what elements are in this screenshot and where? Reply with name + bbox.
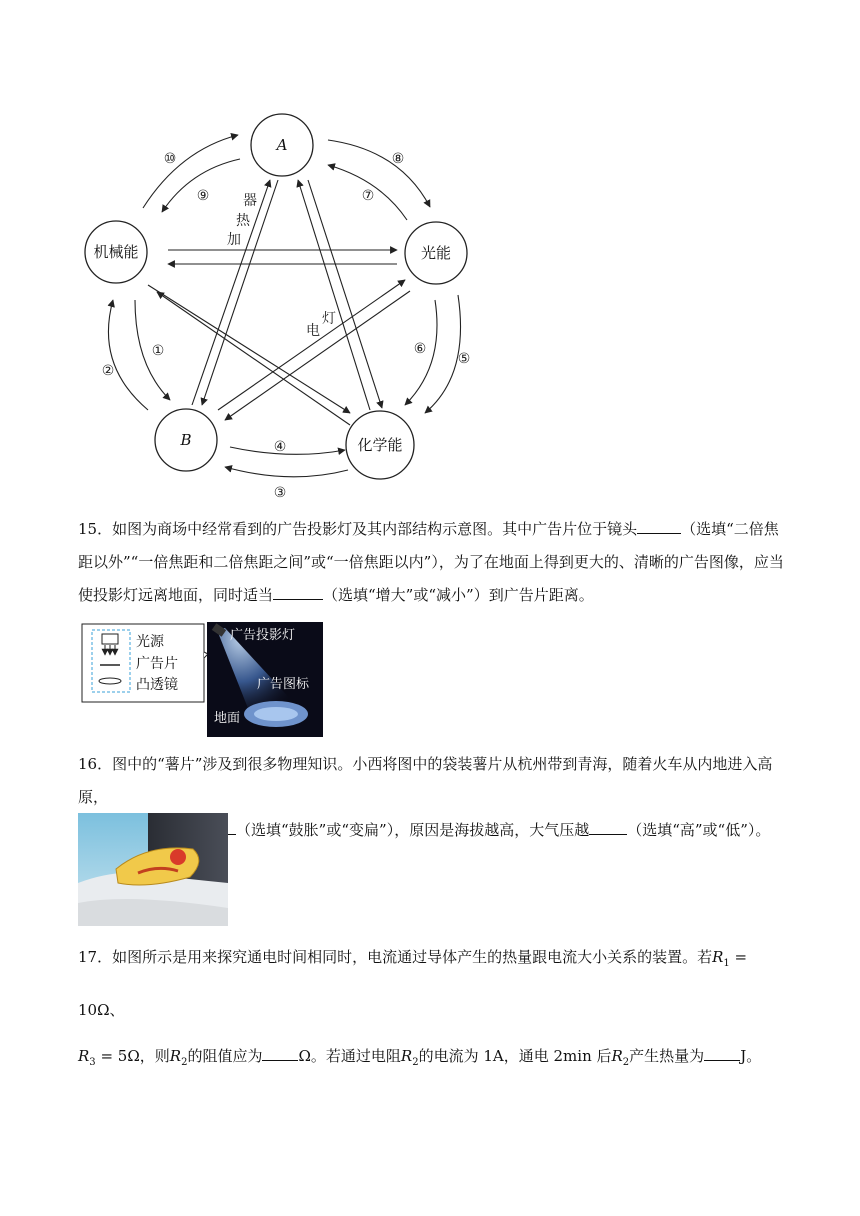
q17-text-7: 产生热量为	[629, 1047, 705, 1065]
label-10: ⑩	[163, 151, 177, 167]
fig-slide-label: 广告片	[136, 656, 178, 672]
q16-text-4: （选填“高”或“低”）。	[627, 821, 771, 839]
arrow-a-to-chemical	[308, 180, 382, 408]
label-4: ④	[273, 439, 287, 455]
q17-r-symbol: R	[78, 1047, 90, 1065]
arrow-3	[225, 467, 348, 477]
arrow-light-to-b	[225, 291, 410, 420]
q17-r-symbol: R	[400, 1047, 413, 1065]
fig-ground-label: 地面	[214, 711, 241, 726]
arrow-4	[230, 447, 345, 454]
q17-r2-subscript: 2	[181, 1057, 188, 1068]
q17-blank-2[interactable]	[704, 1044, 740, 1061]
q16-text-3: （选填“鼓胀”或“变扁”），原因是海拔越高，大气压越	[236, 821, 590, 839]
q17-r2-subscript: 2	[412, 1057, 419, 1068]
q17-blank-1[interactable]	[262, 1044, 298, 1061]
q17-r-symbol: R	[712, 948, 724, 966]
q15-text-2: （选填“二倍焦	[681, 520, 779, 538]
node-chemical-label: 化学能	[357, 436, 403, 454]
q17-unit-ohm: Ω	[298, 1047, 311, 1065]
q15-text-4: 使投影灯远离地面，同时适当	[78, 586, 274, 604]
fig-lamp-label: 广告投影灯	[230, 628, 296, 643]
label-8: ⑧	[391, 151, 405, 167]
q17-number: 17．	[78, 948, 113, 966]
q15-blank-1[interactable]	[637, 517, 681, 534]
label-2: ②	[101, 363, 115, 379]
q16-number: 16．	[78, 755, 113, 773]
q15-blank-2[interactable]	[273, 583, 323, 600]
arrow-mechanical-to-chemical	[148, 285, 350, 413]
label-9: ⑨	[196, 188, 210, 204]
q15-number: 15．	[78, 520, 113, 538]
label-3: ③	[273, 485, 287, 501]
q17-separator: 、	[109, 1001, 125, 1019]
q17-r3-subscript: 3	[89, 1057, 96, 1068]
node-a-label: A	[276, 136, 288, 154]
heater-char-3: 加	[227, 232, 241, 248]
label-1: ①	[151, 343, 165, 359]
q17-r2-subscript: 2	[622, 1057, 630, 1068]
q16-blank-2[interactable]	[589, 818, 627, 835]
node-light-label: 光能	[420, 244, 452, 262]
energy-conversion-diagram	[60, 95, 490, 505]
question-15	[78, 513, 798, 612]
q17-r1-value: = 10Ω	[78, 948, 748, 1019]
fig-lens-label: 凸透镜	[136, 677, 178, 693]
question-17	[78, 934, 798, 1086]
q17-r1-subscript: 1	[723, 958, 730, 969]
lamp-char-1: 灯	[322, 311, 336, 327]
heater-char-1: 器	[243, 193, 257, 209]
arrow-5	[425, 295, 461, 413]
label-6: ⑥	[413, 341, 427, 357]
q15-text-1: 如图为商场中经常看到的广告投影灯及其内部结构示意图。其中广告片位于镜头	[112, 520, 638, 538]
label-7: ⑦	[361, 188, 375, 204]
fig-source-label: 光源	[136, 634, 164, 650]
q17-text-2: ，则	[139, 1047, 170, 1065]
arrow-2	[108, 300, 148, 410]
q17-r-symbol: R	[169, 1047, 182, 1065]
q17-text-3: 的阻值应为	[187, 1047, 263, 1065]
projector-figure	[80, 622, 325, 738]
lamp-char-2: 电	[306, 323, 320, 339]
q17-text-8: J。	[740, 1047, 762, 1065]
node-mechanical-label: 机械能	[93, 243, 139, 261]
fig-logo-label: 广告图标	[257, 677, 310, 692]
label-5: ⑤	[457, 351, 471, 367]
chip-bag-photo	[78, 813, 228, 926]
q15-text-5: （选填“增大”或“减小”）到广告片距离。	[323, 586, 594, 604]
arrow-chemical-to-a	[298, 180, 370, 410]
q15-text-3: 距以外”“一倍焦距和二倍焦距之间”或“一倍焦距以内”），为了在地面上得到更大的、清晰的广告图像，应当	[78, 553, 784, 571]
q17-text-6: 的电流为 1A，通电 2min 后	[418, 1047, 612, 1065]
q17-text-1: 如图所示是用来探究通电时间相同时，电流通过导体产生的热量跟电流大小关系的装置。若	[112, 948, 713, 966]
arrow-8	[328, 140, 430, 207]
q17-r-symbol: R	[611, 1047, 623, 1065]
node-b-label: B	[180, 431, 192, 449]
q16-text-1: 图中的“薯片”涉及到很多物理知识。小西将图中的袋装薯片从杭州带到青海，随着火车从内地进入高原，	[78, 755, 773, 806]
arrow-b-to-a	[192, 180, 270, 405]
q17-text-5: 。若通过电阻	[310, 1047, 401, 1065]
heater-char-2: 热	[236, 213, 250, 229]
arrow-b-to-light	[218, 280, 405, 410]
q17-r3-value: = 5Ω	[95, 1047, 140, 1065]
arrow-10	[143, 135, 238, 208]
